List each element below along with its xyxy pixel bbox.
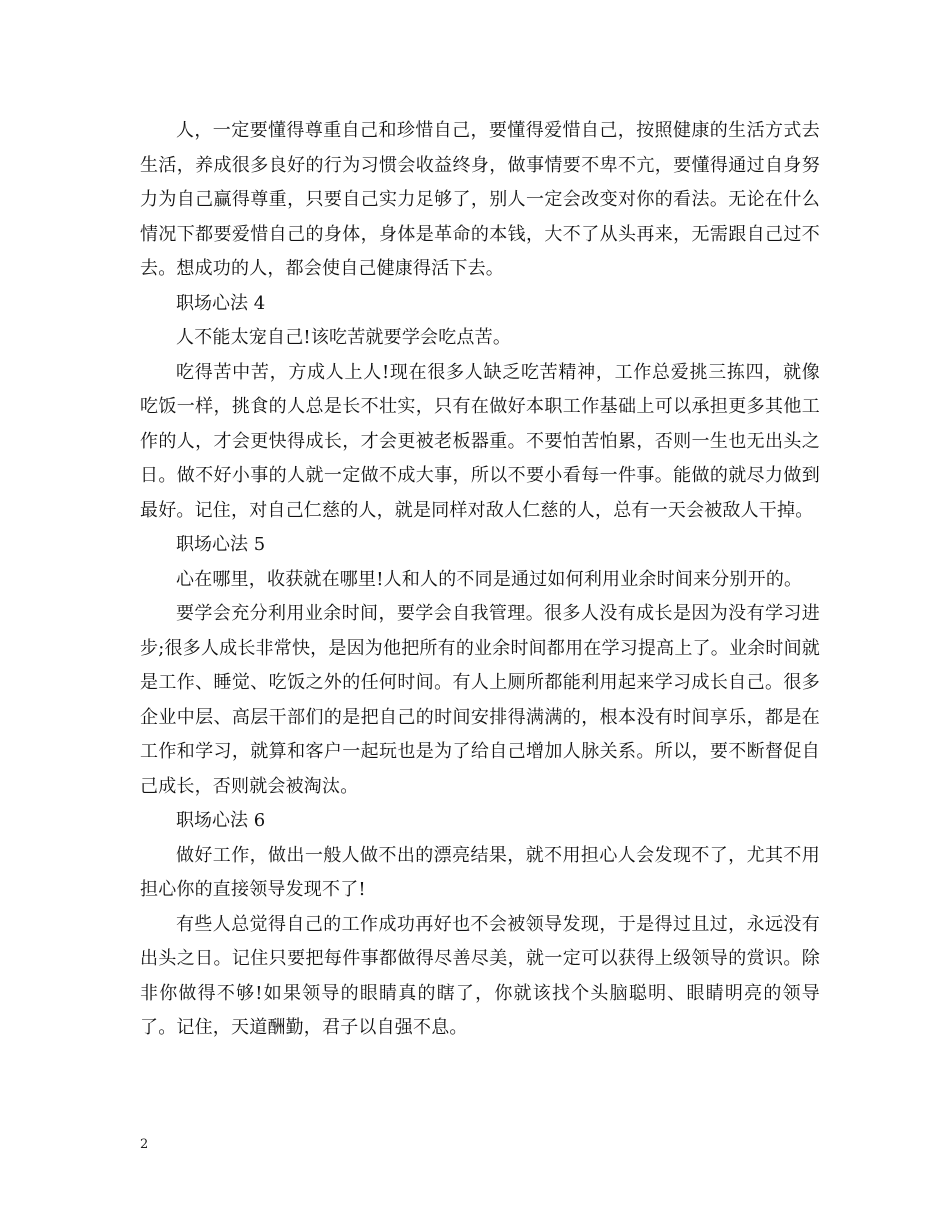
paragraph: 吃得苦中苦，方成人上人!现在很多人缺乏吃苦精神，工作总爱挑三拣四，就像吃饭一样，挑食的人总是长不壮实，只有在做好本职工作基础上可以承担更多其他工作的人，才会更快得成长，才会更被老板器重。不要怕苦怕累，否则一生也无出头之日。做不好小事的人就一定做不成大事，所以不要小看每一件事。能做的就尽力做到最好。记住，对自己仁慈的人，就是同样对敌人仁慈的人，总有一天会被敌人干掉。 [140, 361, 820, 521]
section-heading: 职场心法 4 [176, 292, 266, 314]
paragraph: 心在哪里，收获就在哪里!人和人的不同是通过如何利用业余时间来分别开的。 [176, 568, 803, 590]
section-heading: 职场心法 6 [176, 810, 266, 831]
section-heading: 职场心法 5 [176, 534, 266, 555]
document-body [140, 114, 820, 1046]
paragraph: 有些人总觉得自己的工作成功再好也不会被领导发现，于是得过且过，永远没有出头之日。记住只要把每件事都做得尽善尽美，就一定可以获得上级领导的赏识。除非你做得不够!如果领导的眼睛真的瞎了，你就该找个头脑聪明、眼睛明亮的领导了。记住，天道酬勤，君子以自强不息。 [140, 913, 820, 1038]
paragraph: 做好工作，做出一般人做不出的漂亮结果，就不用担心人会发现不了，尤其不用担心你的直接领导发现不了! [140, 844, 820, 900]
page-number: 2 [140, 1137, 149, 1152]
paragraph: 要学会充分利用业余时间，要学会自我管理。很多人没有成长是因为没有学习进步;很多人成长非常快，是因为他把所有的业余时间都用在学习提高上了。业余时间就是工作、睡觉、吃饭之外的任何时间。有人上厕所都能利用起来学习成长自己。很多企业中层、高层干部们的是把自己的时间安排得满满的，根本没有时间享乐，都是在工作和学习，就算和客户一起玩也是为了给自己增加人脉关系。所以，要不断督促自己成长，否则就会被淘汰。 [140, 603, 820, 797]
paragraph: 人，一定要懂得尊重自己和珍惜自己，要懂得爱惜自己，按照健康的生活方式去生活，养成很多良好的行为习惯会收益终身，做事情要不卑不亢，要懂得通过自身努力为自己赢得尊重，只要自己实力足够了，别人一定会改变对你的看法。无论在什么情况下都要爱惜自己的身体，身体是革命的本钱，大不了从头再来，无需跟自己过不去。想成功的人，都会使自己健康得活下去。 [140, 120, 820, 279]
paragraph: 人不能太宠自己!该吃苦就要学会吃点苦。 [176, 327, 512, 348]
